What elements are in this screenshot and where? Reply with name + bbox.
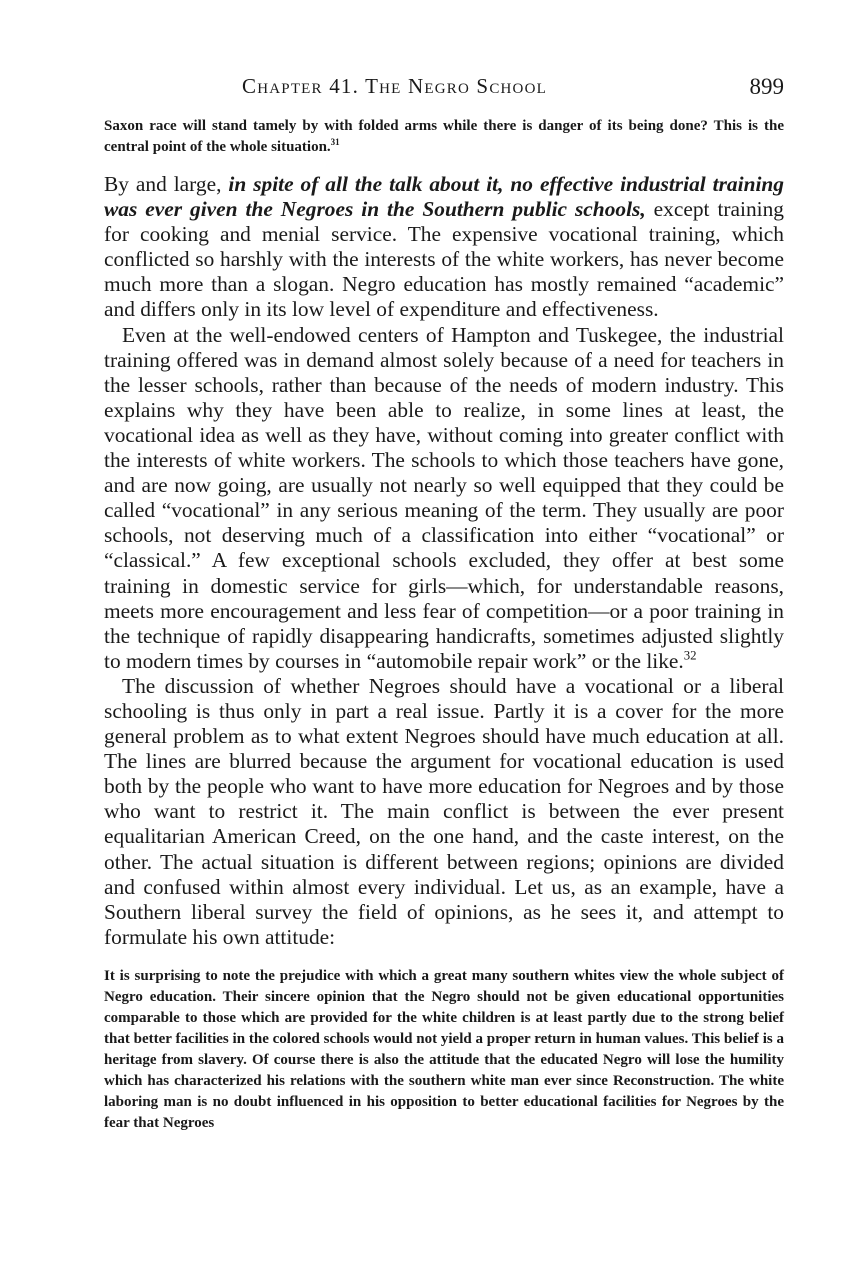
paragraph-1-rest: except training for cooking and menial service. The expensive vocational training, which conflicted so harshly with the interests of the white workers, has never become much more than a slogan. Negro education has mostly remained “academic” and differs only in its low level of expenditure and effectiveness.: [104, 197, 784, 322]
quote-top-text: Saxon race will stand tamely by with folded arms while there is danger of its being done? This is the central point of the whole situation.: [104, 118, 784, 155]
footnote-ref-32: 32: [683, 648, 697, 663]
paragraph-2-text: Even at the well-endowed centers of Hampton and Tuskegee, the industrial training offered was in demand almost solely because of a need for teachers in the lesser schools, rather than because of the needs of modern industry. This explains why they have been able to realize, in some lines at least, the vocational idea as well as they have, without coming into greater conflict with the interests of white workers. The schools to which those teachers have gone, and are now going, are usually not nearly so well equipped that they could be called “vocational” in any serious meaning of the term. They usually are poor schools, not deserving much of a classification into either “vocational” or “classical.” A few exceptional schools excluded, they offer at best some training in domestic service for girls—which, for understandable reasons, meets more encouragement and less fear of competition—or a poor training in the technique of rapidly disappearing handicrafts, sometimes adjusted slightly to modern times by courses in “automobile repair work” or the like.: [104, 322, 784, 673]
block-quote-top: [104, 116, 784, 158]
paragraph-1: [104, 172, 784, 323]
book-page: [104, 74, 784, 1134]
paragraph-3-text: The discussion of whether Negroes should have a vocational or a liberal schooling is thus only in part a real issue. Partly it is a cover for the more general problem as to what extent Negroes should have much education at all. The lines are blurred because the argument for vocational education is used both by the people who want to have more education for Negroes and by those who want to restrict it. The main conflict is between the ever present equalitarian American Creed, on the one hand, and the caste interest, on the other. The actual situation is different between regions; opinions are divided and confused within almost every individual. Let us, as an example, have a Southern liberal survey the field of opinions, as he sees it, and attempt to formulate his own attitude:: [104, 673, 784, 949]
quote-bottom-text: It is surprising to note the prejudice with which a great many southern whites view the whole subject of Negro education. Their sincere opinion that the Negro should not be given educational opportunities comparable to those which are provided for the white children is at least partly due to the strong belief that better facilities in the colored schools would not yield a proper return in human values. This belief is a heritage from slavery. Of course there is also the attitude that the educated Negro will lose the humility which has characterized his relations with the southern white man ever since Reconstruction. The white laboring man is no doubt influenced in his opposition to better educational facilities for Negroes by the fear that Negroes: [104, 967, 784, 1131]
paragraph-1-emphasis: in spite of all the talk about it, no effective industrial training was ever given the Negroes in the Southern public schools,: [104, 172, 784, 222]
block-quote-bottom: [104, 966, 784, 1134]
footnote-ref-31: 31: [330, 137, 340, 148]
paragraph-3: [104, 674, 784, 950]
page-header: [104, 74, 784, 110]
running-head: Chapter 41. The Negro School: [242, 74, 547, 98]
page-number: 899: [749, 74, 784, 99]
paragraph-1-lead: By and large,: [104, 172, 229, 196]
paragraph-2: [104, 323, 784, 674]
